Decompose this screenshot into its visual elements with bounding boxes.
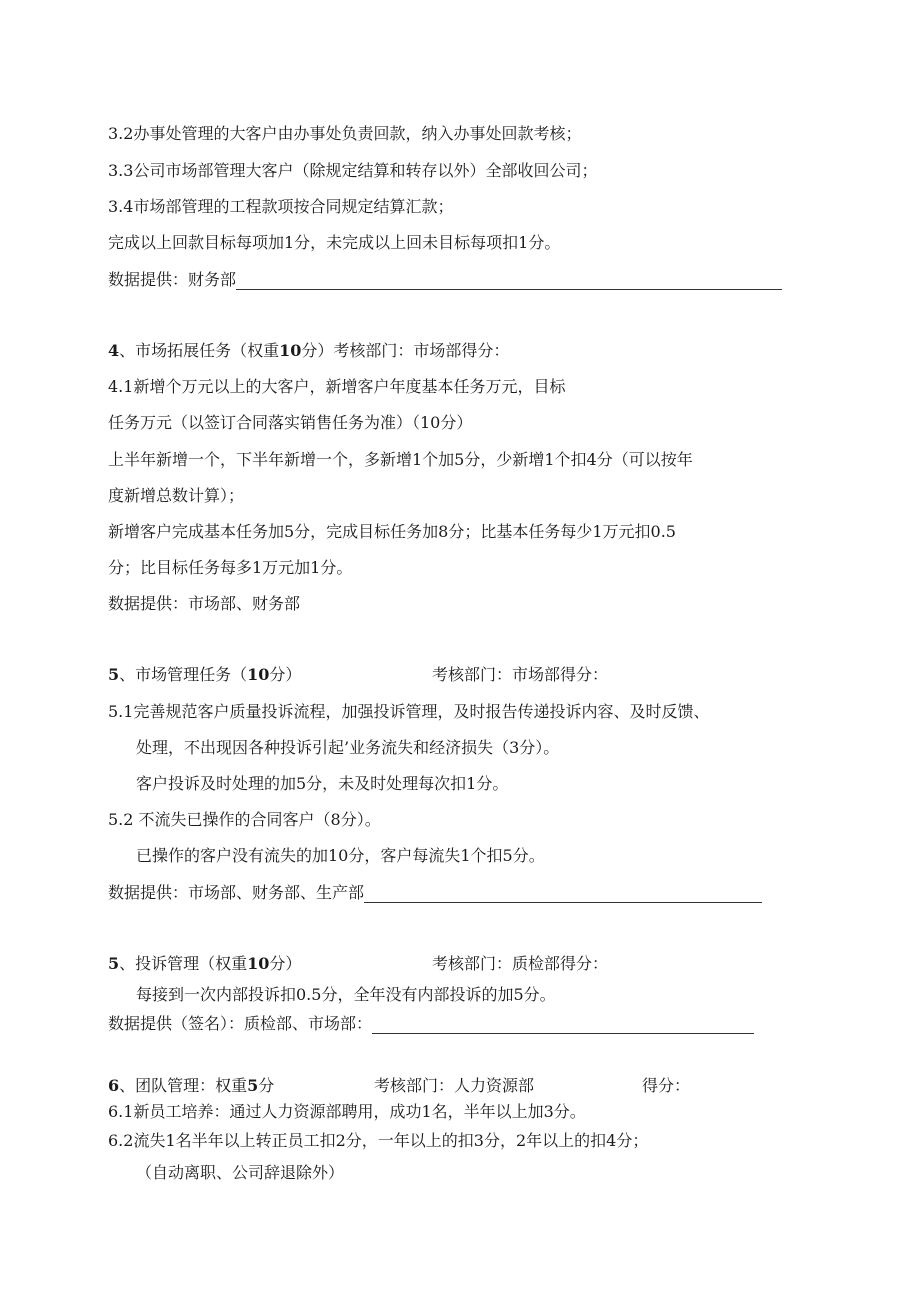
section-5a-data-source bbox=[108, 883, 762, 903]
section-weight: 5 bbox=[247, 1076, 259, 1095]
section-title-tail: 分）考核部门：市场部得分： bbox=[301, 341, 510, 360]
clause-3-4: 3.4市场部管理的工程款项按合同规定结算汇款； bbox=[108, 197, 454, 216]
clause-5-2a: 5.2 不流失已操作的合同客户（8分）。 bbox=[108, 810, 381, 829]
section-5b-rule: 每接到一次内部投诉扣0.5分，全年没有内部投诉的加5分。 bbox=[136, 985, 556, 1004]
section-4-data-source: 数据提供：市场部、财务部 bbox=[108, 594, 301, 613]
section-title-tail: 分 bbox=[258, 1076, 275, 1095]
section-4-heading bbox=[108, 341, 509, 361]
section-6-score: 得分： bbox=[642, 1076, 691, 1095]
section-3-rule: 完成以上回款目标每项加1分，未完成以上回未目标每项扣1分。 bbox=[108, 233, 561, 252]
clause-5-2b: 已操作的客户没有流失的加10分，客户每流失1个扣5分。 bbox=[136, 846, 545, 865]
data-source-label: 数据提供：财务部 bbox=[108, 270, 237, 289]
signature-line bbox=[364, 884, 762, 903]
data-source-label: 数据提供：市场部、财务部、生产部 bbox=[108, 883, 365, 902]
clause-6-2b: （自动离职、公司辞退除外） bbox=[136, 1163, 345, 1182]
section-5a-heading bbox=[108, 665, 301, 685]
section-title: 、团队管理：权重 bbox=[119, 1076, 248, 1095]
clause-3-3: 3.3公司市场部管理大客户（除规定结算和转存以外）全部收回公司； bbox=[108, 161, 598, 180]
section-3-data-source bbox=[108, 270, 782, 290]
clause-4-3a: 新增客户完成基本任务加5分，完成目标任务加8分；比基本任务每少1万元扣0.5 bbox=[108, 522, 676, 541]
section-number: 4 bbox=[108, 341, 120, 360]
section-weight: 10 bbox=[279, 341, 302, 360]
clause-4-2b: 度新增总数计算）； bbox=[108, 486, 245, 505]
clause-4-1b: 任务万元（以签订合同落实销售任务为准）（10分） bbox=[108, 413, 473, 432]
clause-4-2a: 上半年新增一个，下半年新增一个，多新增1个加5分，少新增1个扣4分（可以按年 bbox=[108, 450, 693, 469]
clause-3-2: 3.2办事处管理的大客户由办事处负责回款，纳入办事处回款考核； bbox=[108, 124, 582, 143]
signature-line bbox=[236, 271, 782, 290]
section-title-tail: 分） bbox=[269, 665, 302, 684]
section-title: 、市场拓展任务（权重 bbox=[119, 341, 280, 360]
section-number: 5 bbox=[108, 665, 120, 684]
section-5a-dept: 考核部门：市场部得分： bbox=[432, 665, 609, 684]
clause-4-3b: 分；比目标任务每多1万元加1分。 bbox=[108, 558, 353, 577]
section-weight: 10 bbox=[247, 665, 270, 684]
section-6-dept: 考核部门：人力资源部 bbox=[374, 1076, 535, 1095]
clause-4-1a: 4.1新增个万元以上的大客户，新增客户年度基本任务万元，目标 bbox=[108, 377, 566, 396]
section-5b-dept: 考核部门：质检部得分： bbox=[432, 954, 609, 973]
section-5b-data-source bbox=[108, 1014, 754, 1034]
clause-6-2a: 6.2流失1名半年以上转正员工扣2分，一年以上的扣3分，2年以上的扣4分； bbox=[108, 1131, 649, 1150]
section-6-heading bbox=[108, 1076, 274, 1096]
section-5b-heading bbox=[108, 954, 301, 974]
clause-6-1: 6.1新员工培养：通过人力资源部聘用，成功1名，半年以上加3分。 bbox=[108, 1102, 586, 1121]
section-number: 6 bbox=[108, 1076, 120, 1095]
clause-5-1c: 客户投诉及时处理的加5分，未及时处理每次扣1分。 bbox=[136, 774, 509, 793]
section-title: 、市场管理任务（ bbox=[119, 665, 248, 684]
signature-line bbox=[372, 1015, 754, 1034]
section-title-tail: 分） bbox=[269, 954, 302, 973]
section-weight: 10 bbox=[247, 954, 270, 973]
data-source-label: 数据提供（签名）：质检部、市场部： bbox=[108, 1014, 373, 1033]
clause-5-1a: 5.1完善规范客户质量投诉流程，加强投诉管理，及时报告传递投诉内容、及时反馈、 bbox=[108, 702, 710, 721]
section-number: 5 bbox=[108, 954, 120, 973]
section-title: 、投诉管理（权重 bbox=[119, 954, 248, 973]
clause-5-1b: 处理，不出现因各种投诉引起’业务流失和经济损失（3分）。 bbox=[136, 738, 560, 757]
